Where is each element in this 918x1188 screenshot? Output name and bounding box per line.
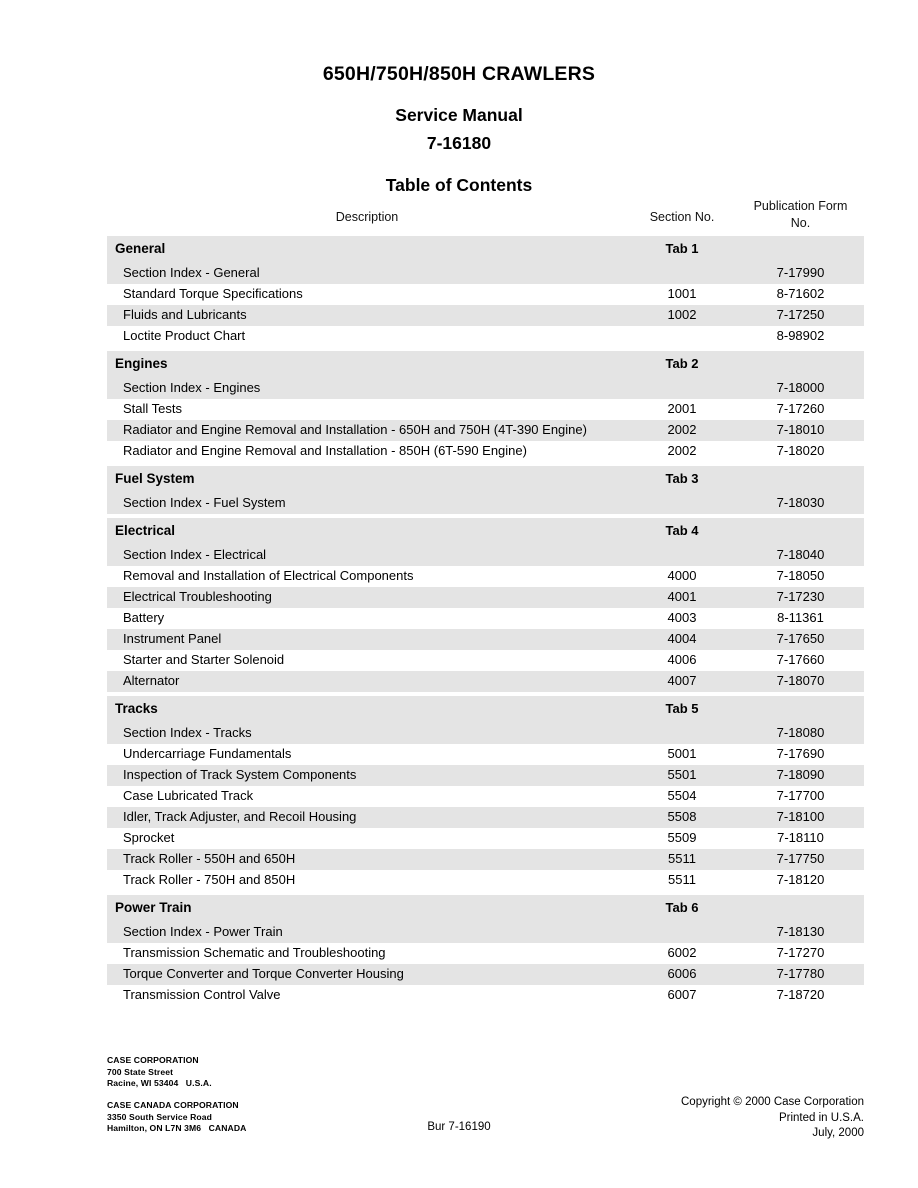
document-header <box>0 0 918 197</box>
row-publication-form-no: 8-11361 <box>777 610 824 626</box>
document-footer <box>0 1055 918 1175</box>
column-header-section-no: Section No. <box>649 210 715 224</box>
address-canada-city: Hamilton, ON L7N 3M6 CANADA <box>107 1123 247 1134</box>
table-row[interactable] <box>107 943 864 964</box>
row-publication-form-no: 7-18080 <box>776 725 825 741</box>
row-publication-form-no: 7-17690 <box>776 746 825 762</box>
section-group-row <box>107 351 864 378</box>
table-row[interactable] <box>107 608 864 629</box>
row-section-no: 6006 <box>667 966 697 982</box>
row-description: Electrical Troubleshooting <box>123 589 272 605</box>
column-header-publication-form-no <box>737 198 864 232</box>
table-row[interactable] <box>107 566 864 587</box>
row-section-no: 5508 <box>667 809 697 825</box>
row-publication-form-no: 7-18030 <box>776 495 825 511</box>
row-description: Battery <box>123 610 165 626</box>
row-description: Standard Torque Specifications <box>123 286 303 302</box>
address-canada-street: 3350 South Service Road <box>107 1111 212 1122</box>
table-row[interactable] <box>107 807 864 828</box>
row-section-no: 5511 <box>668 851 696 867</box>
row-section-no: 5001 <box>667 746 697 762</box>
address-us-city: Racine, WI 53404 U.S.A. <box>107 1078 212 1089</box>
section-group-name: Tracks <box>115 701 158 717</box>
row-description: Instrument Panel <box>123 631 222 647</box>
row-description: Section Index - Fuel System <box>123 495 286 511</box>
row-description: Radiator and Engine Removal and Installation - 650H and 750H (4T-390 Engine) <box>123 422 587 438</box>
table-row[interactable] <box>107 441 864 462</box>
toc-table <box>107 236 864 1006</box>
row-section-no: 6007 <box>667 987 697 1003</box>
row-section-no: 5504 <box>667 788 697 804</box>
row-description: Radiator and Engine Removal and Installation - 850H (6T-590 Engine) <box>123 443 527 459</box>
table-row[interactable] <box>107 849 864 870</box>
row-section-no: 4006 <box>667 652 697 668</box>
row-description: Track Roller - 550H and 650H <box>123 851 296 867</box>
bur-number: Bur 7-16190 <box>427 1121 491 1133</box>
section-group-row <box>107 466 864 493</box>
printed-in-text: Printed in U.S.A. <box>778 1111 864 1124</box>
row-description: Transmission Schematic and Troubleshooting <box>123 945 386 961</box>
row-description: Sprocket <box>123 830 175 846</box>
row-publication-form-no: 7-17230 <box>776 589 825 605</box>
table-row[interactable] <box>107 964 864 985</box>
section-group-row <box>107 895 864 922</box>
table-row[interactable] <box>107 493 864 514</box>
table-row[interactable] <box>107 828 864 849</box>
column-header-publication-form-no-line1: Publication Form <box>753 199 848 213</box>
toc-table-body <box>107 236 864 1006</box>
address-canada-name: CASE CANADA CORPORATION <box>107 1100 239 1111</box>
row-section-no: 4000 <box>667 568 697 584</box>
row-publication-form-no: 7-18020 <box>776 443 825 459</box>
row-section-no: 4007 <box>667 673 697 689</box>
row-description: Inspection of Track System Components <box>123 767 357 783</box>
row-description: Undercarriage Fundamentals <box>123 746 292 762</box>
table-row[interactable] <box>107 985 864 1006</box>
footer-copyright-block <box>681 1095 864 1142</box>
table-row[interactable] <box>107 378 864 399</box>
row-publication-form-no: 7-17780 <box>776 966 825 982</box>
table-of-contents <box>107 198 864 1006</box>
section-group-tab: Tab 6 <box>665 900 699 916</box>
row-publication-form-no: 7-18000 <box>776 380 825 396</box>
row-section-no: 4003 <box>667 610 697 626</box>
row-section-no: 5509 <box>667 830 697 846</box>
address-us-street: 700 State Street <box>107 1066 174 1077</box>
address-us-name: CASE CORPORATION <box>107 1055 199 1065</box>
publication-date: July, 2000 <box>812 1127 864 1140</box>
manual-number: 7-16180 <box>426 133 492 154</box>
row-publication-form-no: 7-18100 <box>776 809 825 825</box>
row-description: Alternator <box>123 673 180 689</box>
row-publication-form-no: 7-17700 <box>776 788 825 804</box>
row-publication-form-no: 7-18010 <box>776 422 825 438</box>
table-row[interactable] <box>107 284 864 305</box>
table-row[interactable] <box>107 420 864 441</box>
row-publication-form-no: 7-18040 <box>776 547 825 563</box>
section-group-row <box>107 518 864 545</box>
table-row[interactable] <box>107 629 864 650</box>
section-group-tab: Tab 1 <box>665 241 699 257</box>
section-group-name: Fuel System <box>115 471 195 487</box>
section-group-name: General <box>115 241 166 257</box>
column-header-description: Description <box>335 210 399 224</box>
section-group-tab: Tab 2 <box>665 356 699 372</box>
row-description: Torque Converter and Torque Converter Housing <box>123 966 404 982</box>
row-description: Section Index - Tracks <box>123 725 252 741</box>
table-of-contents-label: Table of Contents <box>385 175 533 196</box>
section-group-row <box>107 696 864 723</box>
section-group-row <box>107 236 864 263</box>
section-group-tab: Tab 4 <box>665 523 699 539</box>
row-publication-form-no: 7-18070 <box>776 673 825 689</box>
row-description: Starter and Starter Solenoid <box>123 652 285 668</box>
table-row[interactable] <box>107 263 864 284</box>
row-publication-form-no: 7-17750 <box>776 851 825 867</box>
table-row[interactable] <box>107 671 864 692</box>
row-description: Section Index - General <box>123 265 260 281</box>
table-row[interactable] <box>107 305 864 326</box>
row-section-no: 5511 <box>668 872 696 888</box>
row-publication-form-no: 7-17250 <box>776 307 825 323</box>
row-publication-form-no: 7-18120 <box>776 872 825 888</box>
row-description: Idler, Track Adjuster, and Recoil Housing <box>123 809 357 825</box>
table-row[interactable] <box>107 870 864 891</box>
row-section-no: 2002 <box>667 443 697 459</box>
row-section-no: 2001 <box>667 401 697 417</box>
table-row[interactable] <box>107 326 864 347</box>
row-publication-form-no: 7-17260 <box>776 401 825 417</box>
row-publication-form-no: 7-17990 <box>776 265 825 281</box>
row-section-no: 1001 <box>667 286 697 302</box>
row-description: Case Lubricated Track <box>123 788 254 804</box>
table-row[interactable] <box>107 765 864 786</box>
row-description: Section Index - Power Train <box>123 924 283 940</box>
row-description: Section Index - Electrical <box>123 547 267 563</box>
row-publication-form-no: 7-17270 <box>776 945 825 961</box>
row-section-no: 6002 <box>667 945 697 961</box>
row-description: Track Roller - 750H and 850H <box>123 872 296 888</box>
address-us <box>107 1055 246 1090</box>
row-publication-form-no: 7-17660 <box>776 652 825 668</box>
table-row[interactable] <box>107 786 864 807</box>
table-row[interactable] <box>107 587 864 608</box>
section-group-name: Electrical <box>115 523 176 539</box>
column-header-publication-form-no-line2: No. <box>790 215 811 230</box>
section-group-tab: Tab 3 <box>665 471 699 487</box>
row-publication-form-no: 7-18720 <box>776 987 825 1003</box>
row-description: Transmission Control Valve <box>123 987 281 1003</box>
row-description: Fluids and Lubricants <box>123 307 247 323</box>
table-row[interactable] <box>107 723 864 744</box>
row-description: Loctite Product Chart <box>123 328 246 344</box>
table-row[interactable] <box>107 545 864 566</box>
row-description: Stall Tests <box>123 401 183 417</box>
row-section-no: 2002 <box>667 422 697 438</box>
section-group-tab: Tab 5 <box>665 701 699 717</box>
row-publication-form-no: 7-17650 <box>776 631 825 647</box>
table-row[interactable] <box>107 399 864 420</box>
row-description: Removal and Installation of Electrical Components <box>123 568 414 584</box>
row-publication-form-no: 8-71602 <box>776 286 825 302</box>
row-publication-form-no: 7-18110 <box>777 830 824 846</box>
row-section-no: 5501 <box>667 767 697 783</box>
table-row[interactable] <box>107 650 864 671</box>
row-section-no: 4004 <box>667 631 697 647</box>
section-group-name: Engines <box>115 356 168 372</box>
row-publication-form-no: 7-18050 <box>776 568 825 584</box>
row-publication-form-no: 7-18090 <box>776 767 825 783</box>
document-title: 650H/750H/850H CRAWLERS <box>322 63 596 85</box>
row-description: Section Index - Engines <box>123 380 261 396</box>
row-section-no: 1002 <box>667 307 697 323</box>
table-row[interactable] <box>107 744 864 765</box>
row-publication-form-no: 7-18130 <box>776 924 825 940</box>
document-subtitle: Service Manual <box>395 105 523 126</box>
table-row[interactable] <box>107 922 864 943</box>
copyright-text: Copyright © 2000 Case Corporation <box>681 1096 864 1108</box>
table-column-headers <box>107 198 864 236</box>
row-section-no: 4001 <box>667 589 697 605</box>
section-group-name: Power Train <box>115 900 192 916</box>
row-publication-form-no: 8-98902 <box>776 328 825 344</box>
